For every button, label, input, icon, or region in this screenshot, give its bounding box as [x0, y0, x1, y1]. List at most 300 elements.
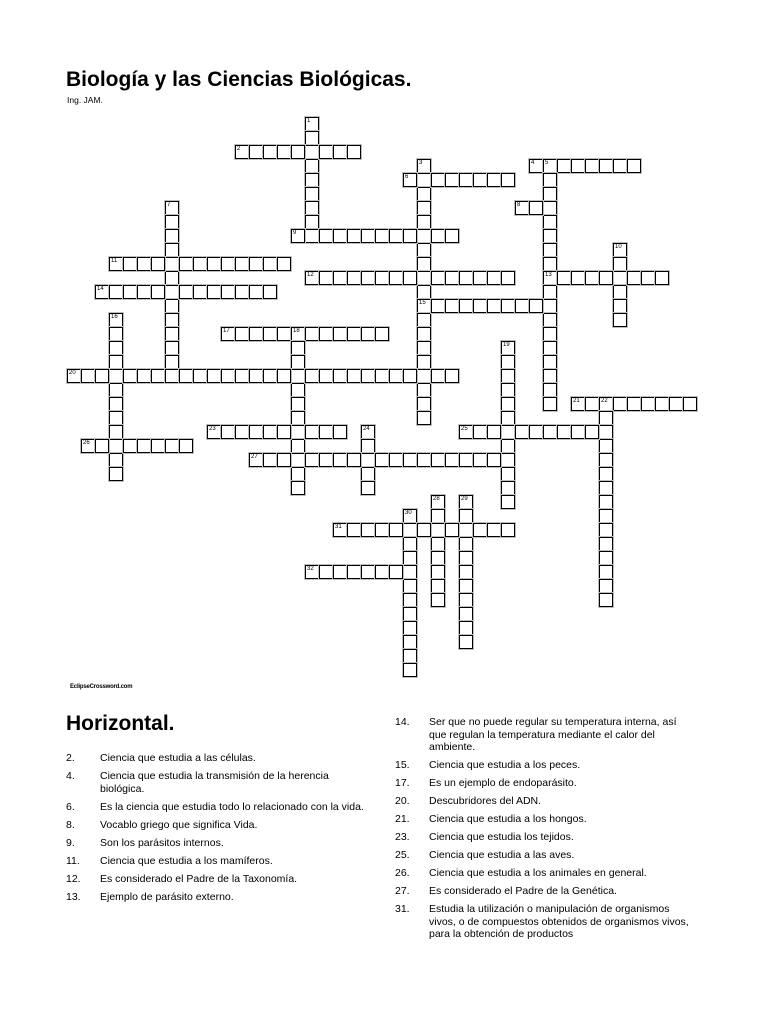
crossword-cell[interactable]: [655, 271, 669, 285]
crossword-cell[interactable]: [487, 173, 501, 187]
crossword-cell[interactable]: [445, 453, 459, 467]
crossword-cell[interactable]: [221, 285, 235, 299]
crossword-cell[interactable]: [655, 397, 669, 411]
crossword-cell[interactable]: [263, 285, 277, 299]
crossword-cell[interactable]: [459, 453, 473, 467]
crossword-cell[interactable]: [249, 145, 263, 159]
crossword-cell[interactable]: [417, 187, 431, 201]
crossword-cell[interactable]: [599, 397, 613, 411]
crossword-cell[interactable]: [165, 243, 179, 257]
crossword-cell[interactable]: [459, 271, 473, 285]
crossword-cell[interactable]: [459, 593, 473, 607]
crossword-cell[interactable]: [333, 229, 347, 243]
crossword-cell[interactable]: [417, 523, 431, 537]
crossword-cell[interactable]: [263, 453, 277, 467]
crossword-cell[interactable]: [599, 551, 613, 565]
crossword-cell[interactable]: [417, 341, 431, 355]
crossword-cell[interactable]: [305, 565, 319, 579]
crossword-cell[interactable]: [375, 453, 389, 467]
crossword-cell[interactable]: [613, 285, 627, 299]
crossword-cell[interactable]: [263, 327, 277, 341]
crossword-cell[interactable]: [543, 341, 557, 355]
crossword-cell[interactable]: [361, 439, 375, 453]
crossword-cell[interactable]: [165, 257, 179, 271]
crossword-cell[interactable]: [347, 229, 361, 243]
crossword-cell[interactable]: [529, 299, 543, 313]
crossword-cell[interactable]: [599, 425, 613, 439]
crossword-cell[interactable]: [277, 145, 291, 159]
crossword-cell[interactable]: [319, 453, 333, 467]
crossword-cell[interactable]: [487, 299, 501, 313]
crossword-cell[interactable]: [305, 369, 319, 383]
crossword-cell[interactable]: [501, 425, 515, 439]
crossword-cell[interactable]: [459, 607, 473, 621]
crossword-cell[interactable]: [487, 523, 501, 537]
crossword-cell[interactable]: [473, 523, 487, 537]
crossword-cell[interactable]: [431, 271, 445, 285]
crossword-cell[interactable]: [585, 159, 599, 173]
crossword-cell[interactable]: [543, 215, 557, 229]
crossword-cell[interactable]: [515, 299, 529, 313]
crossword-cell[interactable]: [263, 369, 277, 383]
crossword-cell[interactable]: [473, 173, 487, 187]
crossword-cell[interactable]: [431, 453, 445, 467]
crossword-cell[interactable]: [403, 453, 417, 467]
crossword-cell[interactable]: [445, 369, 459, 383]
crossword-cell[interactable]: [599, 453, 613, 467]
crossword-cell[interactable]: [361, 565, 375, 579]
crossword-cell[interactable]: [599, 495, 613, 509]
crossword-cell[interactable]: [333, 271, 347, 285]
crossword-cell[interactable]: [291, 467, 305, 481]
crossword-cell[interactable]: [515, 201, 529, 215]
crossword-cell[interactable]: [431, 537, 445, 551]
crossword-cell[interactable]: [305, 453, 319, 467]
crossword-cell[interactable]: [599, 565, 613, 579]
crossword-cell[interactable]: [305, 131, 319, 145]
crossword-cell[interactable]: [109, 397, 123, 411]
crossword-cell[interactable]: [137, 439, 151, 453]
crossword-cell[interactable]: [543, 159, 557, 173]
crossword-cell[interactable]: [235, 145, 249, 159]
crossword-cell[interactable]: [305, 145, 319, 159]
crossword-cell[interactable]: [417, 299, 431, 313]
crossword-cell[interactable]: [501, 411, 515, 425]
crossword-cell[interactable]: [165, 229, 179, 243]
crossword-cell[interactable]: [403, 537, 417, 551]
crossword-cell[interactable]: [319, 369, 333, 383]
crossword-cell[interactable]: [305, 425, 319, 439]
crossword-cell[interactable]: [81, 369, 95, 383]
crossword-cell[interactable]: [109, 313, 123, 327]
crossword-cell[interactable]: [361, 229, 375, 243]
crossword-cell[interactable]: [291, 383, 305, 397]
crossword-cell[interactable]: [571, 271, 585, 285]
crossword-cell[interactable]: [571, 397, 585, 411]
crossword-cell[interactable]: [123, 285, 137, 299]
crossword-cell[interactable]: [95, 439, 109, 453]
crossword-cell[interactable]: [221, 369, 235, 383]
crossword-cell[interactable]: [431, 369, 445, 383]
crossword-cell[interactable]: [473, 453, 487, 467]
crossword-cell[interactable]: [347, 271, 361, 285]
crossword-cell[interactable]: [389, 565, 403, 579]
crossword-cell[interactable]: [459, 579, 473, 593]
crossword-cell[interactable]: [277, 257, 291, 271]
crossword-cell[interactable]: [585, 425, 599, 439]
crossword-cell[interactable]: [319, 145, 333, 159]
crossword-cell[interactable]: [543, 327, 557, 341]
crossword-cell[interactable]: [403, 593, 417, 607]
crossword-cell[interactable]: [193, 285, 207, 299]
crossword-cell[interactable]: [151, 439, 165, 453]
crossword-cell[interactable]: [291, 369, 305, 383]
crossword-cell[interactable]: [683, 397, 697, 411]
crossword-cell[interactable]: [109, 383, 123, 397]
crossword-cell[interactable]: [165, 439, 179, 453]
crossword-cell[interactable]: [319, 565, 333, 579]
crossword-cell[interactable]: [431, 523, 445, 537]
crossword-cell[interactable]: [291, 341, 305, 355]
crossword-cell[interactable]: [431, 299, 445, 313]
crossword-cell[interactable]: [585, 271, 599, 285]
crossword-cell[interactable]: [417, 355, 431, 369]
crossword-cell[interactable]: [431, 551, 445, 565]
crossword-cell[interactable]: [501, 439, 515, 453]
crossword-cell[interactable]: [109, 341, 123, 355]
crossword-cell[interactable]: [459, 299, 473, 313]
crossword-cell[interactable]: [543, 313, 557, 327]
crossword-cell[interactable]: [417, 383, 431, 397]
crossword-cell[interactable]: [599, 481, 613, 495]
crossword-cell[interactable]: [501, 481, 515, 495]
crossword-cell[interactable]: [543, 299, 557, 313]
crossword-cell[interactable]: [459, 509, 473, 523]
crossword-cell[interactable]: [375, 327, 389, 341]
crossword-cell[interactable]: [501, 299, 515, 313]
crossword-cell[interactable]: [543, 201, 557, 215]
crossword-cell[interactable]: [501, 495, 515, 509]
crossword-cell[interactable]: [221, 425, 235, 439]
crossword-cell[interactable]: [459, 173, 473, 187]
crossword-cell[interactable]: [473, 425, 487, 439]
crossword-cell[interactable]: [459, 635, 473, 649]
crossword-cell[interactable]: [417, 257, 431, 271]
crossword-cell[interactable]: [249, 285, 263, 299]
crossword-cell[interactable]: [459, 495, 473, 509]
crossword-cell[interactable]: [599, 467, 613, 481]
crossword-cell[interactable]: [179, 285, 193, 299]
crossword-cell[interactable]: [403, 565, 417, 579]
crossword-cell[interactable]: [599, 271, 613, 285]
crossword-cell[interactable]: [389, 229, 403, 243]
crossword-cell[interactable]: [109, 453, 123, 467]
crossword-cell[interactable]: [109, 285, 123, 299]
crossword-cell[interactable]: [543, 355, 557, 369]
crossword-cell[interactable]: [305, 173, 319, 187]
crossword-cell[interactable]: [543, 229, 557, 243]
crossword-cell[interactable]: [403, 621, 417, 635]
crossword-cell[interactable]: [389, 369, 403, 383]
crossword-cell[interactable]: [403, 579, 417, 593]
crossword-cell[interactable]: [361, 481, 375, 495]
crossword-cell[interactable]: [613, 397, 627, 411]
crossword-cell[interactable]: [389, 271, 403, 285]
crossword-cell[interactable]: [291, 327, 305, 341]
crossword-cell[interactable]: [179, 369, 193, 383]
crossword-cell[interactable]: [319, 271, 333, 285]
crossword-cell[interactable]: [389, 453, 403, 467]
crossword-cell[interactable]: [249, 453, 263, 467]
crossword-cell[interactable]: [221, 327, 235, 341]
crossword-cell[interactable]: [417, 285, 431, 299]
crossword-cell[interactable]: [361, 271, 375, 285]
crossword-cell[interactable]: [347, 145, 361, 159]
crossword-cell[interactable]: [277, 453, 291, 467]
crossword-cell[interactable]: [291, 453, 305, 467]
crossword-cell[interactable]: [249, 369, 263, 383]
crossword-cell[interactable]: [305, 159, 319, 173]
crossword-cell[interactable]: [165, 369, 179, 383]
crossword-cell[interactable]: [669, 397, 683, 411]
crossword-cell[interactable]: [501, 271, 515, 285]
crossword-cell[interactable]: [459, 551, 473, 565]
crossword-cell[interactable]: [599, 593, 613, 607]
crossword-cell[interactable]: [543, 383, 557, 397]
crossword-cell[interactable]: [417, 229, 431, 243]
crossword-cell[interactable]: [543, 257, 557, 271]
crossword-cell[interactable]: [291, 145, 305, 159]
crossword-cell[interactable]: [599, 579, 613, 593]
crossword-cell[interactable]: [151, 257, 165, 271]
crossword-cell[interactable]: [417, 313, 431, 327]
crossword-cell[interactable]: [277, 369, 291, 383]
crossword-cell[interactable]: [473, 299, 487, 313]
crossword-cell[interactable]: [431, 579, 445, 593]
crossword-cell[interactable]: [137, 369, 151, 383]
crossword-cell[interactable]: [417, 159, 431, 173]
crossword-cell[interactable]: [109, 257, 123, 271]
crossword-cell[interactable]: [291, 481, 305, 495]
crossword-cell[interactable]: [613, 299, 627, 313]
crossword-cell[interactable]: [375, 271, 389, 285]
crossword-cell[interactable]: [277, 425, 291, 439]
crossword-cell[interactable]: [249, 257, 263, 271]
crossword-cell[interactable]: [599, 523, 613, 537]
crossword-cell[interactable]: [263, 425, 277, 439]
crossword-cell[interactable]: [333, 523, 347, 537]
crossword-cell[interactable]: [347, 327, 361, 341]
crossword-cell[interactable]: [361, 425, 375, 439]
crossword-cell[interactable]: [165, 285, 179, 299]
crossword-cell[interactable]: [459, 537, 473, 551]
crossword-cell[interactable]: [319, 229, 333, 243]
crossword-cell[interactable]: [333, 369, 347, 383]
crossword-cell[interactable]: [137, 285, 151, 299]
crossword-cell[interactable]: [403, 635, 417, 649]
crossword-cell[interactable]: [487, 453, 501, 467]
crossword-cell[interactable]: [207, 285, 221, 299]
crossword-cell[interactable]: [333, 145, 347, 159]
crossword-cell[interactable]: [221, 257, 235, 271]
crossword-cell[interactable]: [305, 271, 319, 285]
crossword-cell[interactable]: [543, 271, 557, 285]
crossword-cell[interactable]: [291, 229, 305, 243]
crossword-cell[interactable]: [613, 313, 627, 327]
crossword-cell[interactable]: [473, 271, 487, 285]
crossword-cell[interactable]: [305, 201, 319, 215]
crossword-cell[interactable]: [403, 663, 417, 677]
crossword-cell[interactable]: [417, 411, 431, 425]
crossword-cell[interactable]: [109, 355, 123, 369]
crossword-cell[interactable]: [109, 439, 123, 453]
crossword-cell[interactable]: [95, 369, 109, 383]
crossword-cell[interactable]: [403, 649, 417, 663]
crossword-cell[interactable]: [515, 425, 529, 439]
crossword-cell[interactable]: [235, 257, 249, 271]
crossword-cell[interactable]: [431, 565, 445, 579]
crossword-cell[interactable]: [67, 369, 81, 383]
crossword-cell[interactable]: [571, 159, 585, 173]
crossword-cell[interactable]: [165, 201, 179, 215]
crossword-cell[interactable]: [165, 327, 179, 341]
crossword-cell[interactable]: [361, 523, 375, 537]
crossword-cell[interactable]: [445, 229, 459, 243]
crossword-cell[interactable]: [179, 257, 193, 271]
crossword-cell[interactable]: [599, 159, 613, 173]
crossword-cell[interactable]: [501, 453, 515, 467]
crossword-cell[interactable]: [599, 509, 613, 523]
crossword-cell[interactable]: [361, 467, 375, 481]
crossword-cell[interactable]: [375, 229, 389, 243]
crossword-cell[interactable]: [599, 439, 613, 453]
crossword-cell[interactable]: [403, 551, 417, 565]
crossword-cell[interactable]: [543, 425, 557, 439]
crossword-cell[interactable]: [431, 229, 445, 243]
crossword-cell[interactable]: [165, 313, 179, 327]
crossword-cell[interactable]: [529, 159, 543, 173]
crossword-cell[interactable]: [375, 523, 389, 537]
crossword-cell[interactable]: [459, 425, 473, 439]
crossword-cell[interactable]: [109, 425, 123, 439]
crossword-cell[interactable]: [207, 257, 221, 271]
crossword-cell[interactable]: [529, 425, 543, 439]
crossword-cell[interactable]: [235, 425, 249, 439]
crossword-cell[interactable]: [417, 369, 431, 383]
crossword-cell[interactable]: [319, 425, 333, 439]
crossword-cell[interactable]: [487, 271, 501, 285]
crossword-cell[interactable]: [305, 117, 319, 131]
crossword-cell[interactable]: [347, 523, 361, 537]
crossword-cell[interactable]: [109, 327, 123, 341]
crossword-cell[interactable]: [613, 257, 627, 271]
crossword-cell[interactable]: [137, 257, 151, 271]
crossword-cell[interactable]: [459, 621, 473, 635]
crossword-cell[interactable]: [347, 453, 361, 467]
crossword-cell[interactable]: [347, 565, 361, 579]
crossword-cell[interactable]: [375, 565, 389, 579]
crossword-cell[interactable]: [333, 453, 347, 467]
crossword-cell[interactable]: [235, 327, 249, 341]
crossword-cell[interactable]: [417, 453, 431, 467]
crossword-cell[interactable]: [529, 201, 543, 215]
crossword-cell[interactable]: [361, 369, 375, 383]
crossword-cell[interactable]: [165, 299, 179, 313]
crossword-cell[interactable]: [389, 523, 403, 537]
crossword-cell[interactable]: [557, 425, 571, 439]
crossword-cell[interactable]: [263, 257, 277, 271]
crossword-cell[interactable]: [263, 145, 277, 159]
crossword-cell[interactable]: [291, 355, 305, 369]
crossword-cell[interactable]: [109, 411, 123, 425]
crossword-cell[interactable]: [501, 523, 515, 537]
crossword-cell[interactable]: [95, 285, 109, 299]
crossword-cell[interactable]: [417, 215, 431, 229]
crossword-cell[interactable]: [501, 341, 515, 355]
crossword-cell[interactable]: [417, 271, 431, 285]
crossword-cell[interactable]: [193, 369, 207, 383]
crossword-cell[interactable]: [501, 383, 515, 397]
crossword-cell[interactable]: [179, 439, 193, 453]
crossword-cell[interactable]: [445, 523, 459, 537]
crossword-cell[interactable]: [333, 565, 347, 579]
crossword-cell[interactable]: [417, 397, 431, 411]
crossword-cell[interactable]: [543, 369, 557, 383]
crossword-cell[interactable]: [641, 397, 655, 411]
crossword-cell[interactable]: [431, 173, 445, 187]
crossword-cell[interactable]: [445, 271, 459, 285]
crossword-cell[interactable]: [431, 509, 445, 523]
crossword-cell[interactable]: [235, 369, 249, 383]
crossword-cell[interactable]: [151, 285, 165, 299]
crossword-cell[interactable]: [333, 425, 347, 439]
crossword-cell[interactable]: [487, 425, 501, 439]
crossword-cell[interactable]: [193, 257, 207, 271]
crossword-cell[interactable]: [543, 397, 557, 411]
crossword-cell[interactable]: [627, 397, 641, 411]
crossword-cell[interactable]: [347, 369, 361, 383]
crossword-cell[interactable]: [543, 285, 557, 299]
crossword-cell[interactable]: [165, 355, 179, 369]
crossword-cell[interactable]: [417, 173, 431, 187]
crossword-cell[interactable]: [501, 467, 515, 481]
crossword-cell[interactable]: [305, 229, 319, 243]
crossword-cell[interactable]: [627, 159, 641, 173]
crossword-cell[interactable]: [305, 327, 319, 341]
crossword-cell[interactable]: [123, 369, 137, 383]
crossword-cell[interactable]: [403, 369, 417, 383]
crossword-cell[interactable]: [291, 425, 305, 439]
crossword-cell[interactable]: [277, 327, 291, 341]
crossword-cell[interactable]: [417, 327, 431, 341]
crossword-cell[interactable]: [417, 201, 431, 215]
crossword-cell[interactable]: [333, 327, 347, 341]
crossword-cell[interactable]: [81, 439, 95, 453]
crossword-cell[interactable]: [305, 215, 319, 229]
crossword-cell[interactable]: [165, 341, 179, 355]
crossword-cell[interactable]: [459, 523, 473, 537]
crossword-cell[interactable]: [585, 397, 599, 411]
crossword-cell[interactable]: [445, 173, 459, 187]
crossword-cell[interactable]: [249, 425, 263, 439]
crossword-cell[interactable]: [571, 425, 585, 439]
crossword-cell[interactable]: [431, 593, 445, 607]
crossword-cell[interactable]: [291, 439, 305, 453]
crossword-cell[interactable]: [403, 173, 417, 187]
crossword-cell[interactable]: [613, 271, 627, 285]
crossword-cell[interactable]: [557, 159, 571, 173]
crossword-cell[interactable]: [431, 495, 445, 509]
